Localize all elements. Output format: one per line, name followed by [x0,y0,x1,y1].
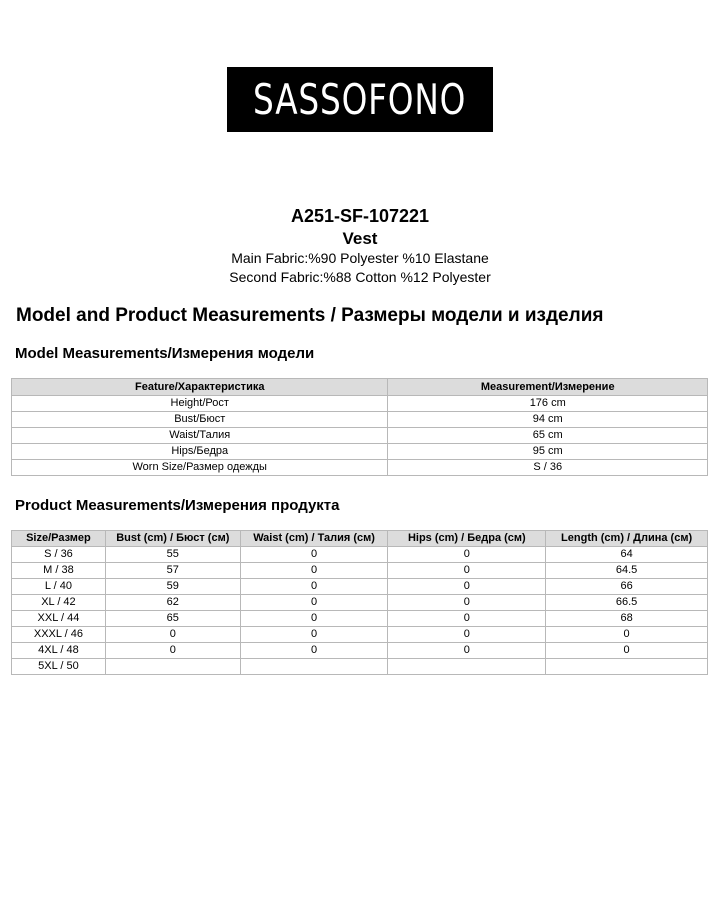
table-cell: Height/Рост [12,396,388,412]
table-cell: 0 [240,611,388,627]
column-header: Length (cm) / Длина (см) [546,531,708,547]
table-cell: 66.5 [546,595,708,611]
table-row [12,643,708,659]
brand-logo [227,67,493,132]
table-row [12,563,708,579]
table-cell: 94 cm [388,412,708,428]
table-cell: 64 [546,547,708,563]
table-cell: 0 [388,595,546,611]
table-cell: 4XL / 48 [12,643,106,659]
table-cell: 0 [240,627,388,643]
table-row [12,444,708,460]
table-cell: 68 [546,611,708,627]
table-cell: 0 [388,579,546,595]
table-cell: M / 38 [12,563,106,579]
table-cell [240,659,388,675]
table-cell: 0 [240,643,388,659]
table-cell: Bust/Бюст [12,412,388,428]
table-cell: 0 [388,627,546,643]
table-header-row [12,531,708,547]
table-cell: 0 [240,579,388,595]
table-cell: 0 [105,643,240,659]
table-cell: 0 [388,611,546,627]
table-cell: S / 36 [12,547,106,563]
product-section-title: Product Measurements/Измерения продукта [15,497,340,514]
table-row [12,396,708,412]
table-row [12,412,708,428]
table-cell: 95 cm [388,444,708,460]
product-name: Vest [342,229,378,248]
table-cell: 0 [388,563,546,579]
column-header: Measurement/Измерение [388,379,708,396]
table-row [12,460,708,476]
table-cell: 62 [105,595,240,611]
table-cell: 0 [388,643,546,659]
main-fabric: Main Fabric:%90 Polyester %10 Elastane [231,250,489,266]
table-cell [388,659,546,675]
table-cell [105,659,240,675]
table-cell: 0 [240,595,388,611]
table-cell: 0 [240,563,388,579]
table-cell: 0 [388,547,546,563]
table-cell [546,659,708,675]
table-cell: S / 36 [388,460,708,476]
product-measurements-table [11,530,708,675]
table-row [12,428,708,444]
table-cell: Hips/Бедра [12,444,388,460]
table-cell: 0 [546,643,708,659]
model-section-title: Model Measurements/Измерения модели [15,345,315,362]
table-cell: 57 [105,563,240,579]
table-cell: 66 [546,579,708,595]
column-header: Feature/Характеристика [12,379,388,396]
table-row [12,627,708,643]
table-row [12,579,708,595]
table-cell: 65 [105,611,240,627]
table-cell: 59 [105,579,240,595]
column-header: Size/Размер [12,531,106,547]
table-cell: 55 [105,547,240,563]
table-cell: 64.5 [546,563,708,579]
table-cell: XXXL / 46 [12,627,106,643]
page-title: Model and Product Measurements / Размеры модели и изделия [16,305,604,326]
table-cell: 0 [546,627,708,643]
table-cell: 5XL / 50 [12,659,106,675]
column-header: Waist (cm) / Талия (см) [240,531,388,547]
column-header: Hips (cm) / Бедра (см) [388,531,546,547]
table-cell: 0 [105,627,240,643]
second-fabric: Second Fabric:%88 Cotton %12 Polyester [229,269,491,285]
table-cell: 65 cm [388,428,708,444]
brand-logo-text: SASSOFONO [253,75,467,124]
table-cell: 0 [240,547,388,563]
table-row [12,659,708,675]
table-cell: 176 cm [388,396,708,412]
table-cell: Worn Size/Размер одежды [12,460,388,476]
table-cell: XXL / 44 [12,611,106,627]
table-row [12,611,708,627]
column-header: Bust (cm) / Бюст (см) [105,531,240,547]
model-measurements-table [11,378,708,476]
table-row [12,595,708,611]
table-cell: L / 40 [12,579,106,595]
table-cell: Waist/Талия [12,428,388,444]
table-cell: XL / 42 [12,595,106,611]
product-code: A251-SF-107221 [290,206,430,226]
table-header-row [12,379,708,396]
table-row [12,547,708,563]
